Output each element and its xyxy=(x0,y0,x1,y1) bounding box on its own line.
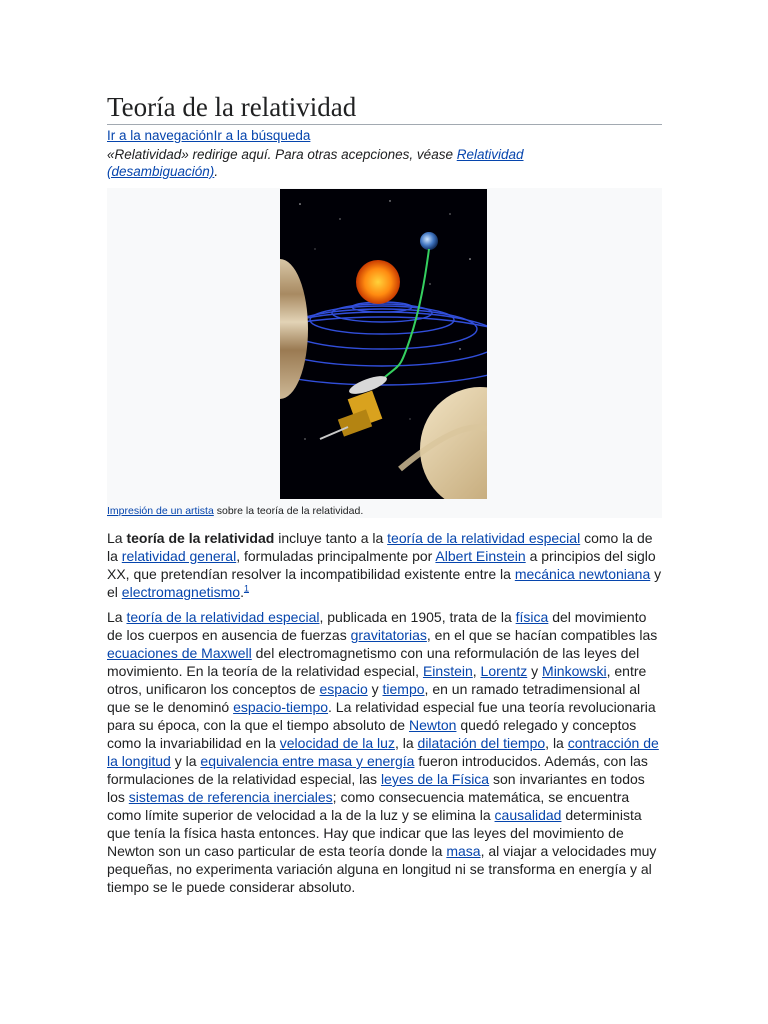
disambiguation-hatnote xyxy=(107,146,587,180)
wiki-link[interactable]: Lorentz xyxy=(480,663,528,679)
wiki-link[interactable]: velocidad de la luz xyxy=(279,735,395,751)
text-run: y xyxy=(527,663,543,679)
wiki-link[interactable]: dilatación del tiempo xyxy=(417,735,546,751)
text-run: y el xyxy=(107,566,662,600)
wiki-link[interactable]: Einstein xyxy=(422,663,473,679)
artist-impression-image[interactable] xyxy=(280,189,487,499)
text-run: y xyxy=(367,681,383,697)
wiki-link[interactable]: espacio-tiempo xyxy=(233,699,329,715)
hatnote-text: «Relatividad» redirige aquí. Para otras acepciones, véase xyxy=(107,147,457,162)
text-run: , xyxy=(472,663,481,679)
text-run: quedó relegado y conceptos como la invariabilidad en la xyxy=(107,717,637,751)
reference-link[interactable]: 1 xyxy=(243,583,249,594)
wiki-link[interactable]: gravitatorias xyxy=(350,627,427,643)
wiki-link[interactable]: ecuaciones de Maxwell xyxy=(107,645,252,661)
sun xyxy=(356,260,400,304)
text-run: fueron introducidos. Además, con las formulaciones de la relatividad especial, las xyxy=(107,753,648,787)
wiki-link[interactable]: teoría de la relatividad especial xyxy=(126,609,320,625)
figure-caption xyxy=(107,504,363,518)
bold-term: teoría de la relatividad xyxy=(126,530,275,546)
wiki-link[interactable]: espacio xyxy=(319,681,368,697)
skip-to-search-link[interactable]: Ir a la búsqueda xyxy=(213,128,311,143)
wiki-link[interactable]: Albert Einstein xyxy=(435,548,526,564)
caption-text: sobre la teoría de la relatividad. xyxy=(213,505,364,517)
skip-to-navigation-link[interactable]: Ir a la navegación xyxy=(107,128,214,143)
text-run: , la xyxy=(545,735,568,751)
text-run: del movimiento de los cuerpos en ausencia de fuerzas xyxy=(107,609,647,643)
wiki-link[interactable]: mecánica newtoniana xyxy=(514,566,651,582)
reference-superscript xyxy=(244,583,249,593)
page-title: Teoría de la relatividad xyxy=(107,90,662,125)
wiki-link[interactable]: causalidad xyxy=(494,807,562,823)
text-run: son invariantes en todos los xyxy=(107,771,645,805)
wiki-link[interactable]: teoría de la relatividad especial xyxy=(387,530,581,546)
text-run: del electromagnetismo con una reformulación de las leyes del movimiento. En la teoría de la relatividad especial, xyxy=(107,645,640,679)
disambiguation-link[interactable]: Relatividad (desambiguación) xyxy=(107,147,524,179)
text-run: y la xyxy=(170,753,201,769)
text-run: , la xyxy=(394,735,418,751)
text-run: ; como consecuencia matemática, se encuentra como límite superior de velocidad a la de la luz y se elimina la xyxy=(107,789,630,823)
text-run: , en el que se hacían compatibles las xyxy=(426,627,658,643)
wiki-link[interactable]: contracción de la longitud xyxy=(107,735,659,769)
caption-link[interactable]: Impresión de un artista xyxy=(107,505,214,517)
special-relativity-paragraph xyxy=(107,608,662,896)
wiki-link[interactable]: leyes de la Física xyxy=(380,771,490,787)
text-run: , entre otros, unificaron los conceptos de xyxy=(107,663,647,697)
text-run: . La relatividad especial fue una teoría revolucionaria para su época, con la que el tiempo absoluto de xyxy=(107,699,656,733)
wiki-link[interactable]: masa xyxy=(446,843,481,859)
hatnote-end: . xyxy=(214,164,219,179)
text-run: , en un ramado tetradimensional al que se le denominó xyxy=(107,681,641,715)
wiki-link[interactable]: electromagnetismo xyxy=(121,584,241,600)
jump-links xyxy=(107,127,310,145)
text-run: , publicada en 1905, trata de la xyxy=(319,609,516,625)
text-run: La xyxy=(107,609,127,625)
wiki-link[interactable]: física xyxy=(515,609,549,625)
wiki-link[interactable]: tiempo xyxy=(382,681,425,697)
wiki-link[interactable]: Minkowski xyxy=(542,663,607,679)
text-run: , al viajar a velocidades muy pequeñas, no experimenta variación alguna en longitud ni se transforma en energía y al tiempo se le puede considerar absoluto. xyxy=(107,843,657,895)
figure-thumbnail xyxy=(107,188,662,518)
wiki-link[interactable]: equivalencia entre masa y energía xyxy=(200,753,415,769)
text-run: La xyxy=(107,530,127,546)
text-run: determinista que tenía la física hasta entonces. Hay que indicar que las leyes del movimiento de Newton son un caso particular de esta teoría donde la xyxy=(107,807,642,859)
text-run: a principios del siglo XX, que pretendían resolver la incompatibilidad existente entre la xyxy=(107,548,656,582)
intro-paragraph xyxy=(107,529,662,601)
earth xyxy=(420,232,438,250)
wiki-link[interactable]: sistemas de referencia inerciales xyxy=(128,789,333,805)
text-run: , formuladas principalmente por xyxy=(236,548,436,564)
text-run: . xyxy=(240,584,244,600)
text-run: incluye tanto a la xyxy=(274,530,388,546)
wiki-link[interactable]: relatividad general xyxy=(121,548,237,564)
wiki-link[interactable]: Newton xyxy=(408,717,457,733)
text-run: como la de la xyxy=(107,530,653,564)
